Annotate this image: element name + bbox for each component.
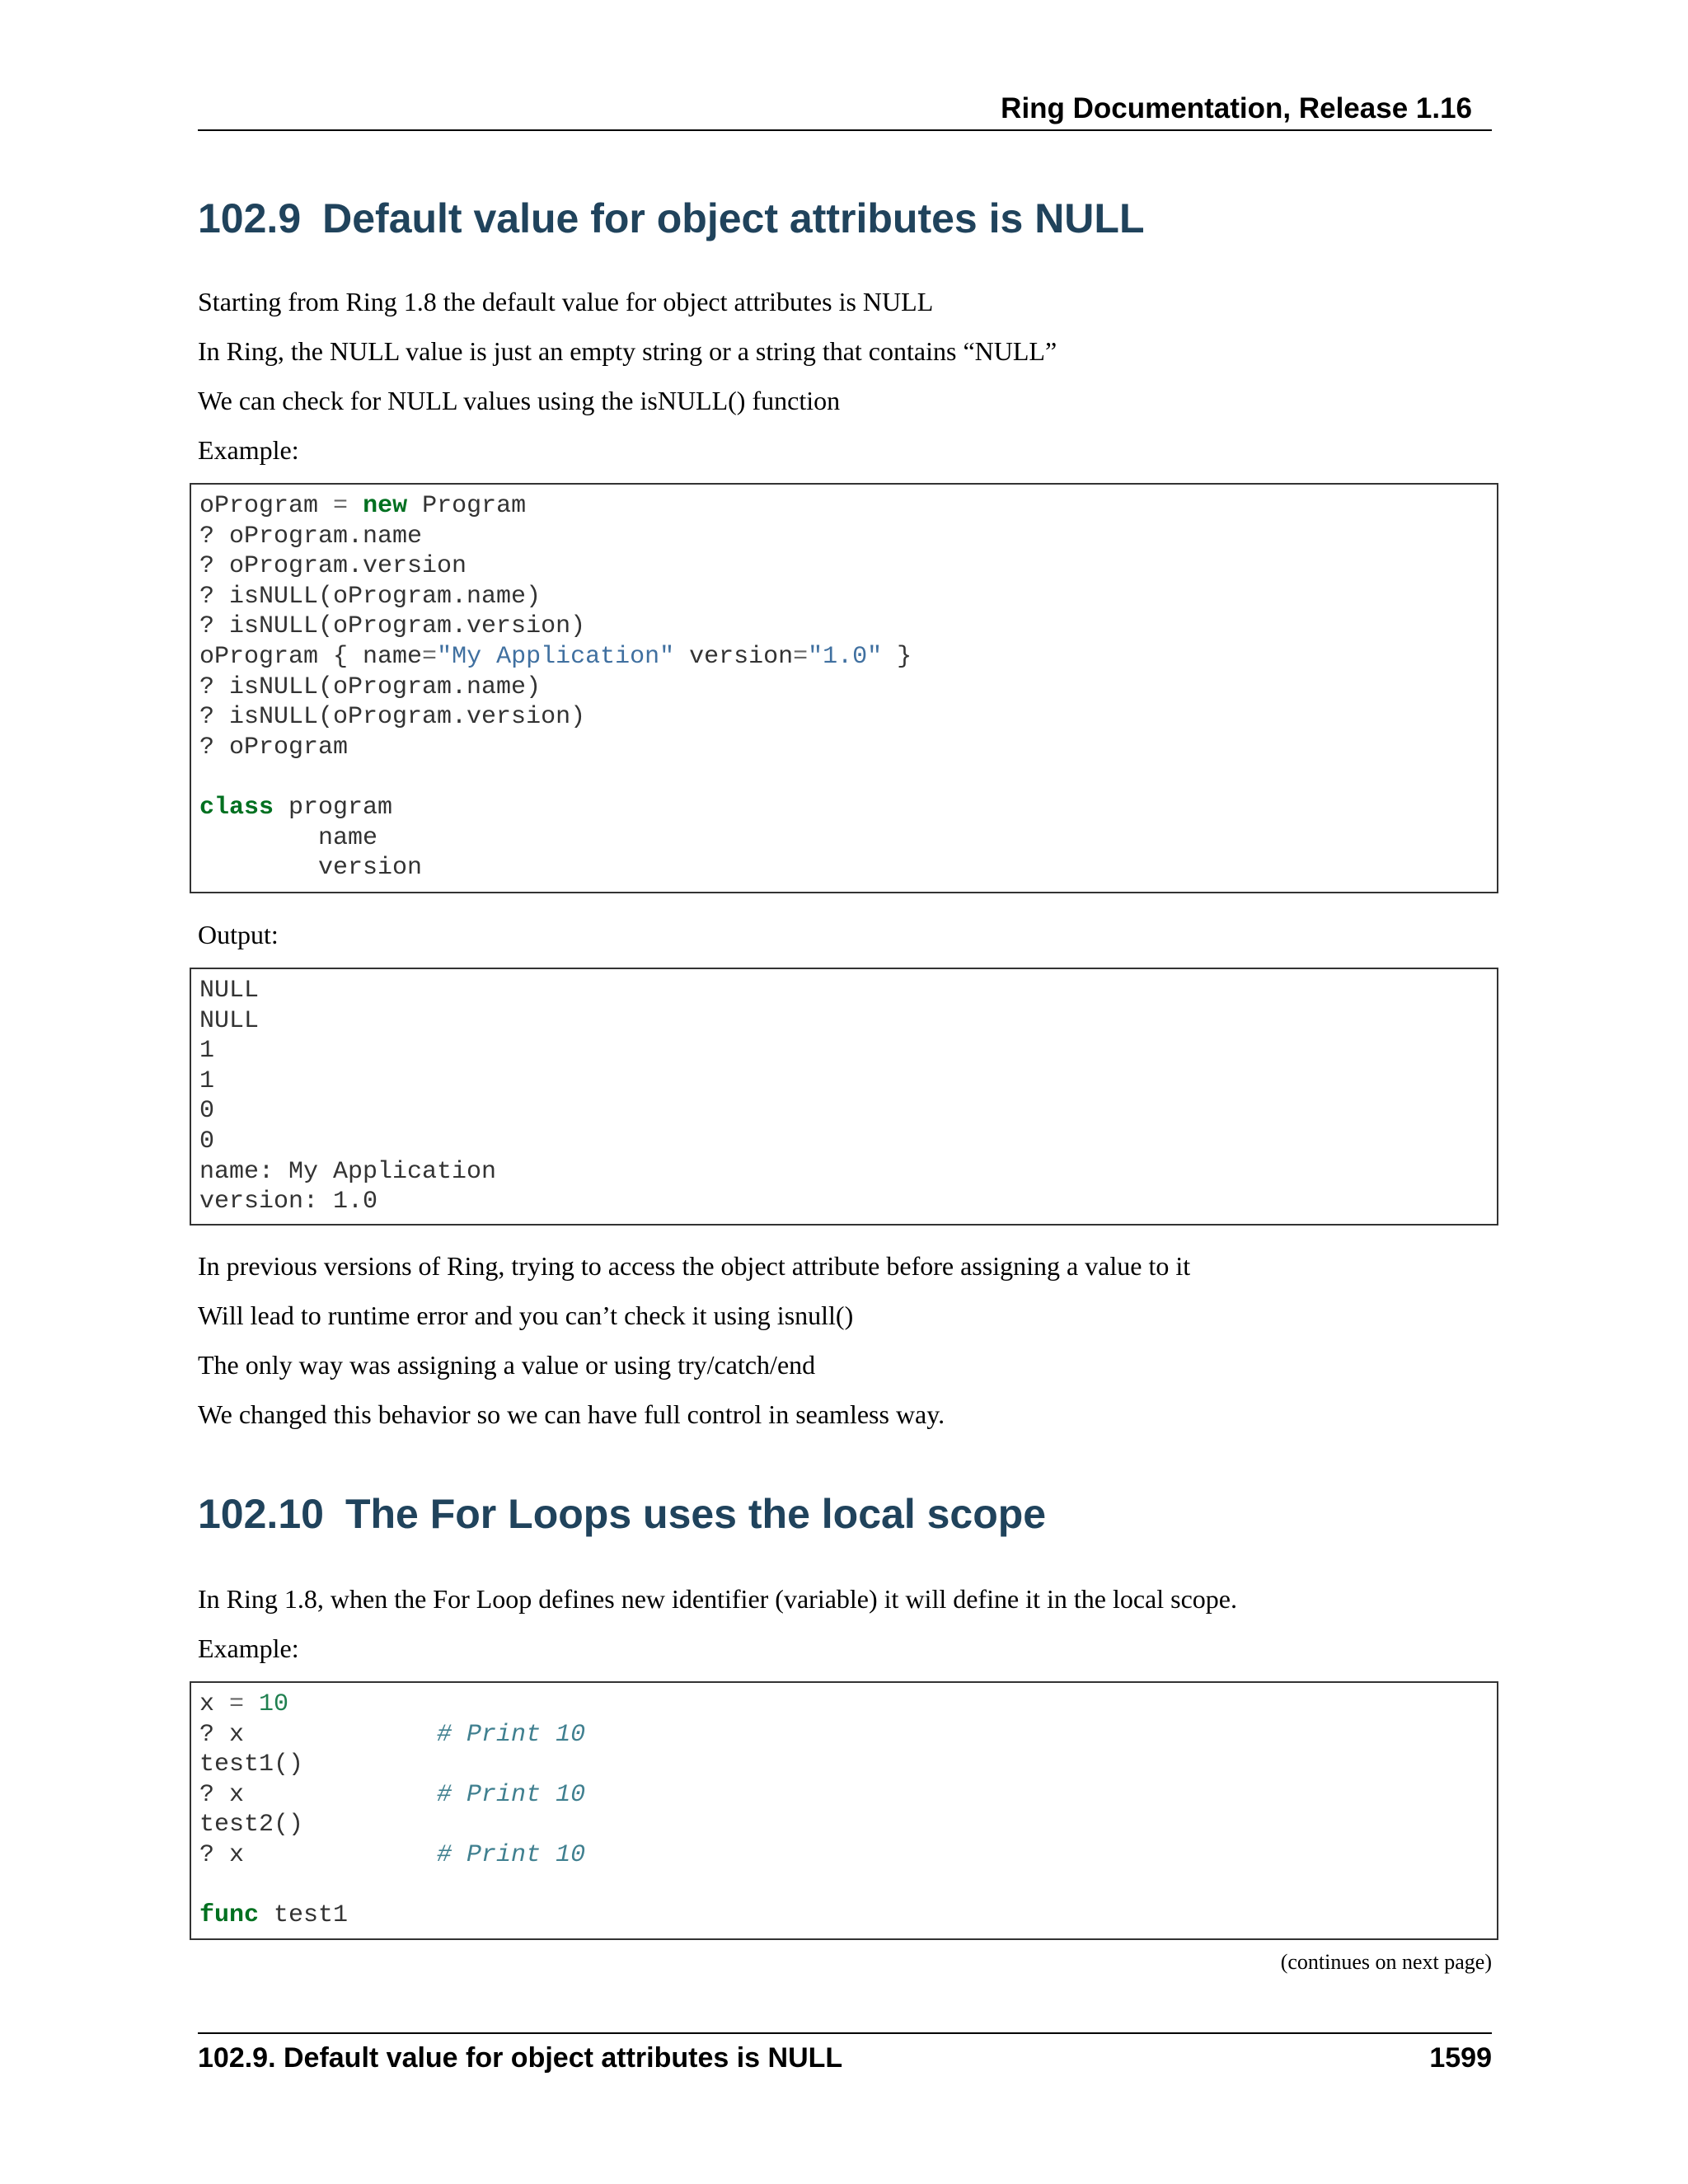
code-number: 10 xyxy=(259,1690,289,1718)
code-comment: # Print 10 xyxy=(437,1780,586,1809)
output-line: NULL xyxy=(199,1006,260,1035)
section-number: 102.10 xyxy=(198,1491,324,1537)
code-line: ? isNULL(oProgram.version) xyxy=(199,703,586,732)
code-token: ? x xyxy=(199,1840,438,1869)
code-line: ? isNULL(oProgram.name) xyxy=(199,673,542,701)
footer-divider xyxy=(198,2032,1492,2034)
paragraph: In previous versions of Ring, trying to access the object attribute before assigning a value to it xyxy=(198,1251,1191,1281)
paragraph: We can check for NULL values using the isNULL() function xyxy=(198,386,841,415)
code-line: test1() xyxy=(199,1750,304,1779)
output-line: version: 1.0 xyxy=(199,1188,378,1216)
code-line: ? oProgram.name xyxy=(199,522,423,551)
code-keyword: func xyxy=(199,1901,260,1930)
code-token xyxy=(244,1690,259,1718)
code-string: "My Application" xyxy=(437,642,675,671)
code-token: test1 xyxy=(259,1901,349,1930)
code-line xyxy=(199,642,1489,673)
code-token: program xyxy=(274,793,393,822)
code-token: version xyxy=(674,642,794,671)
code-token: Program xyxy=(407,492,527,520)
code-block xyxy=(190,483,1498,893)
output-line: 1 xyxy=(199,1037,215,1066)
code-line xyxy=(199,491,1489,522)
code-line xyxy=(199,1720,1489,1750)
code-line xyxy=(199,793,1489,823)
code-token: ? x xyxy=(199,1780,438,1809)
code-keyword: new xyxy=(363,492,408,520)
code-token: = xyxy=(229,1690,245,1718)
code-token: ? x xyxy=(199,1720,438,1749)
page-number: 1599 xyxy=(1429,2042,1492,2074)
code-keyword: class xyxy=(199,793,274,822)
output-line: 0 xyxy=(199,1097,215,1126)
paragraph: Will lead to runtime error and you can’t check it using isnull() xyxy=(198,1301,854,1330)
code-line xyxy=(199,1900,1489,1931)
paragraph: Example: xyxy=(198,1633,299,1663)
code-line: ? isNULL(oProgram.version) xyxy=(199,612,586,641)
paragraph: In Ring, the NULL value is just an empty string or a string that contains “NULL” xyxy=(198,336,1057,366)
header-divider xyxy=(198,129,1492,131)
code-token: } xyxy=(882,642,912,671)
code-token: oProgram { name xyxy=(199,642,423,671)
output-label: Output: xyxy=(198,920,279,949)
footer-section: 102.9. Default value for object attributes is NULL xyxy=(198,2042,843,2074)
code-line: test2() xyxy=(199,1811,304,1840)
code-line xyxy=(199,1840,1489,1871)
code-block xyxy=(190,1681,1498,1940)
paragraph: Starting from Ring 1.8 the default value for object attributes is NULL xyxy=(198,287,934,316)
code-line xyxy=(199,1780,1489,1811)
section-number: 102.9 xyxy=(198,195,302,241)
header-title: Ring Documentation, Release 1.16 xyxy=(1001,92,1472,124)
code-string: "1.0" xyxy=(808,642,883,671)
code-line xyxy=(199,1690,1489,1720)
code-token: x xyxy=(199,1690,230,1718)
section-title: The For Loops uses the local scope xyxy=(345,1491,1047,1537)
paragraph: In Ring 1.8, when the For Loop defines new identifier (variable) it will define it in the local scope. xyxy=(198,1584,1237,1614)
code-line: ? isNULL(oProgram.name) xyxy=(199,582,542,611)
code-line: ? oProgram xyxy=(199,733,349,762)
section-title: Default value for object attributes is NULL xyxy=(322,195,1145,241)
section-heading xyxy=(198,194,1145,242)
code-line: ? oProgram.version xyxy=(199,552,467,581)
code-token: = xyxy=(333,492,349,520)
code-line-blank xyxy=(199,1871,1489,1901)
code-token: oProgram xyxy=(199,492,334,520)
section-heading xyxy=(198,1490,1046,1538)
paragraph: The only way was assigning a value or using try/catch/end xyxy=(198,1350,816,1380)
code-token xyxy=(348,492,363,520)
code-line-blank xyxy=(199,762,1489,793)
continues-note: (continues on next page) xyxy=(1280,1950,1492,1974)
code-comment: # Print 10 xyxy=(437,1720,586,1749)
paragraph: Example: xyxy=(198,435,299,465)
output-line: NULL xyxy=(199,977,260,1005)
output-block xyxy=(190,968,1498,1226)
output-line: 0 xyxy=(199,1127,215,1155)
code-line: name xyxy=(199,823,378,852)
output-line: name: My Application xyxy=(199,1157,497,1186)
paragraph: We changed this behavior so we can have full control in seamless way. xyxy=(198,1399,945,1429)
code-comment: # Print 10 xyxy=(437,1840,586,1869)
output-line: 1 xyxy=(199,1066,215,1095)
code-line: version xyxy=(199,854,423,883)
code-token: = xyxy=(793,642,809,671)
code-token: = xyxy=(422,642,438,671)
